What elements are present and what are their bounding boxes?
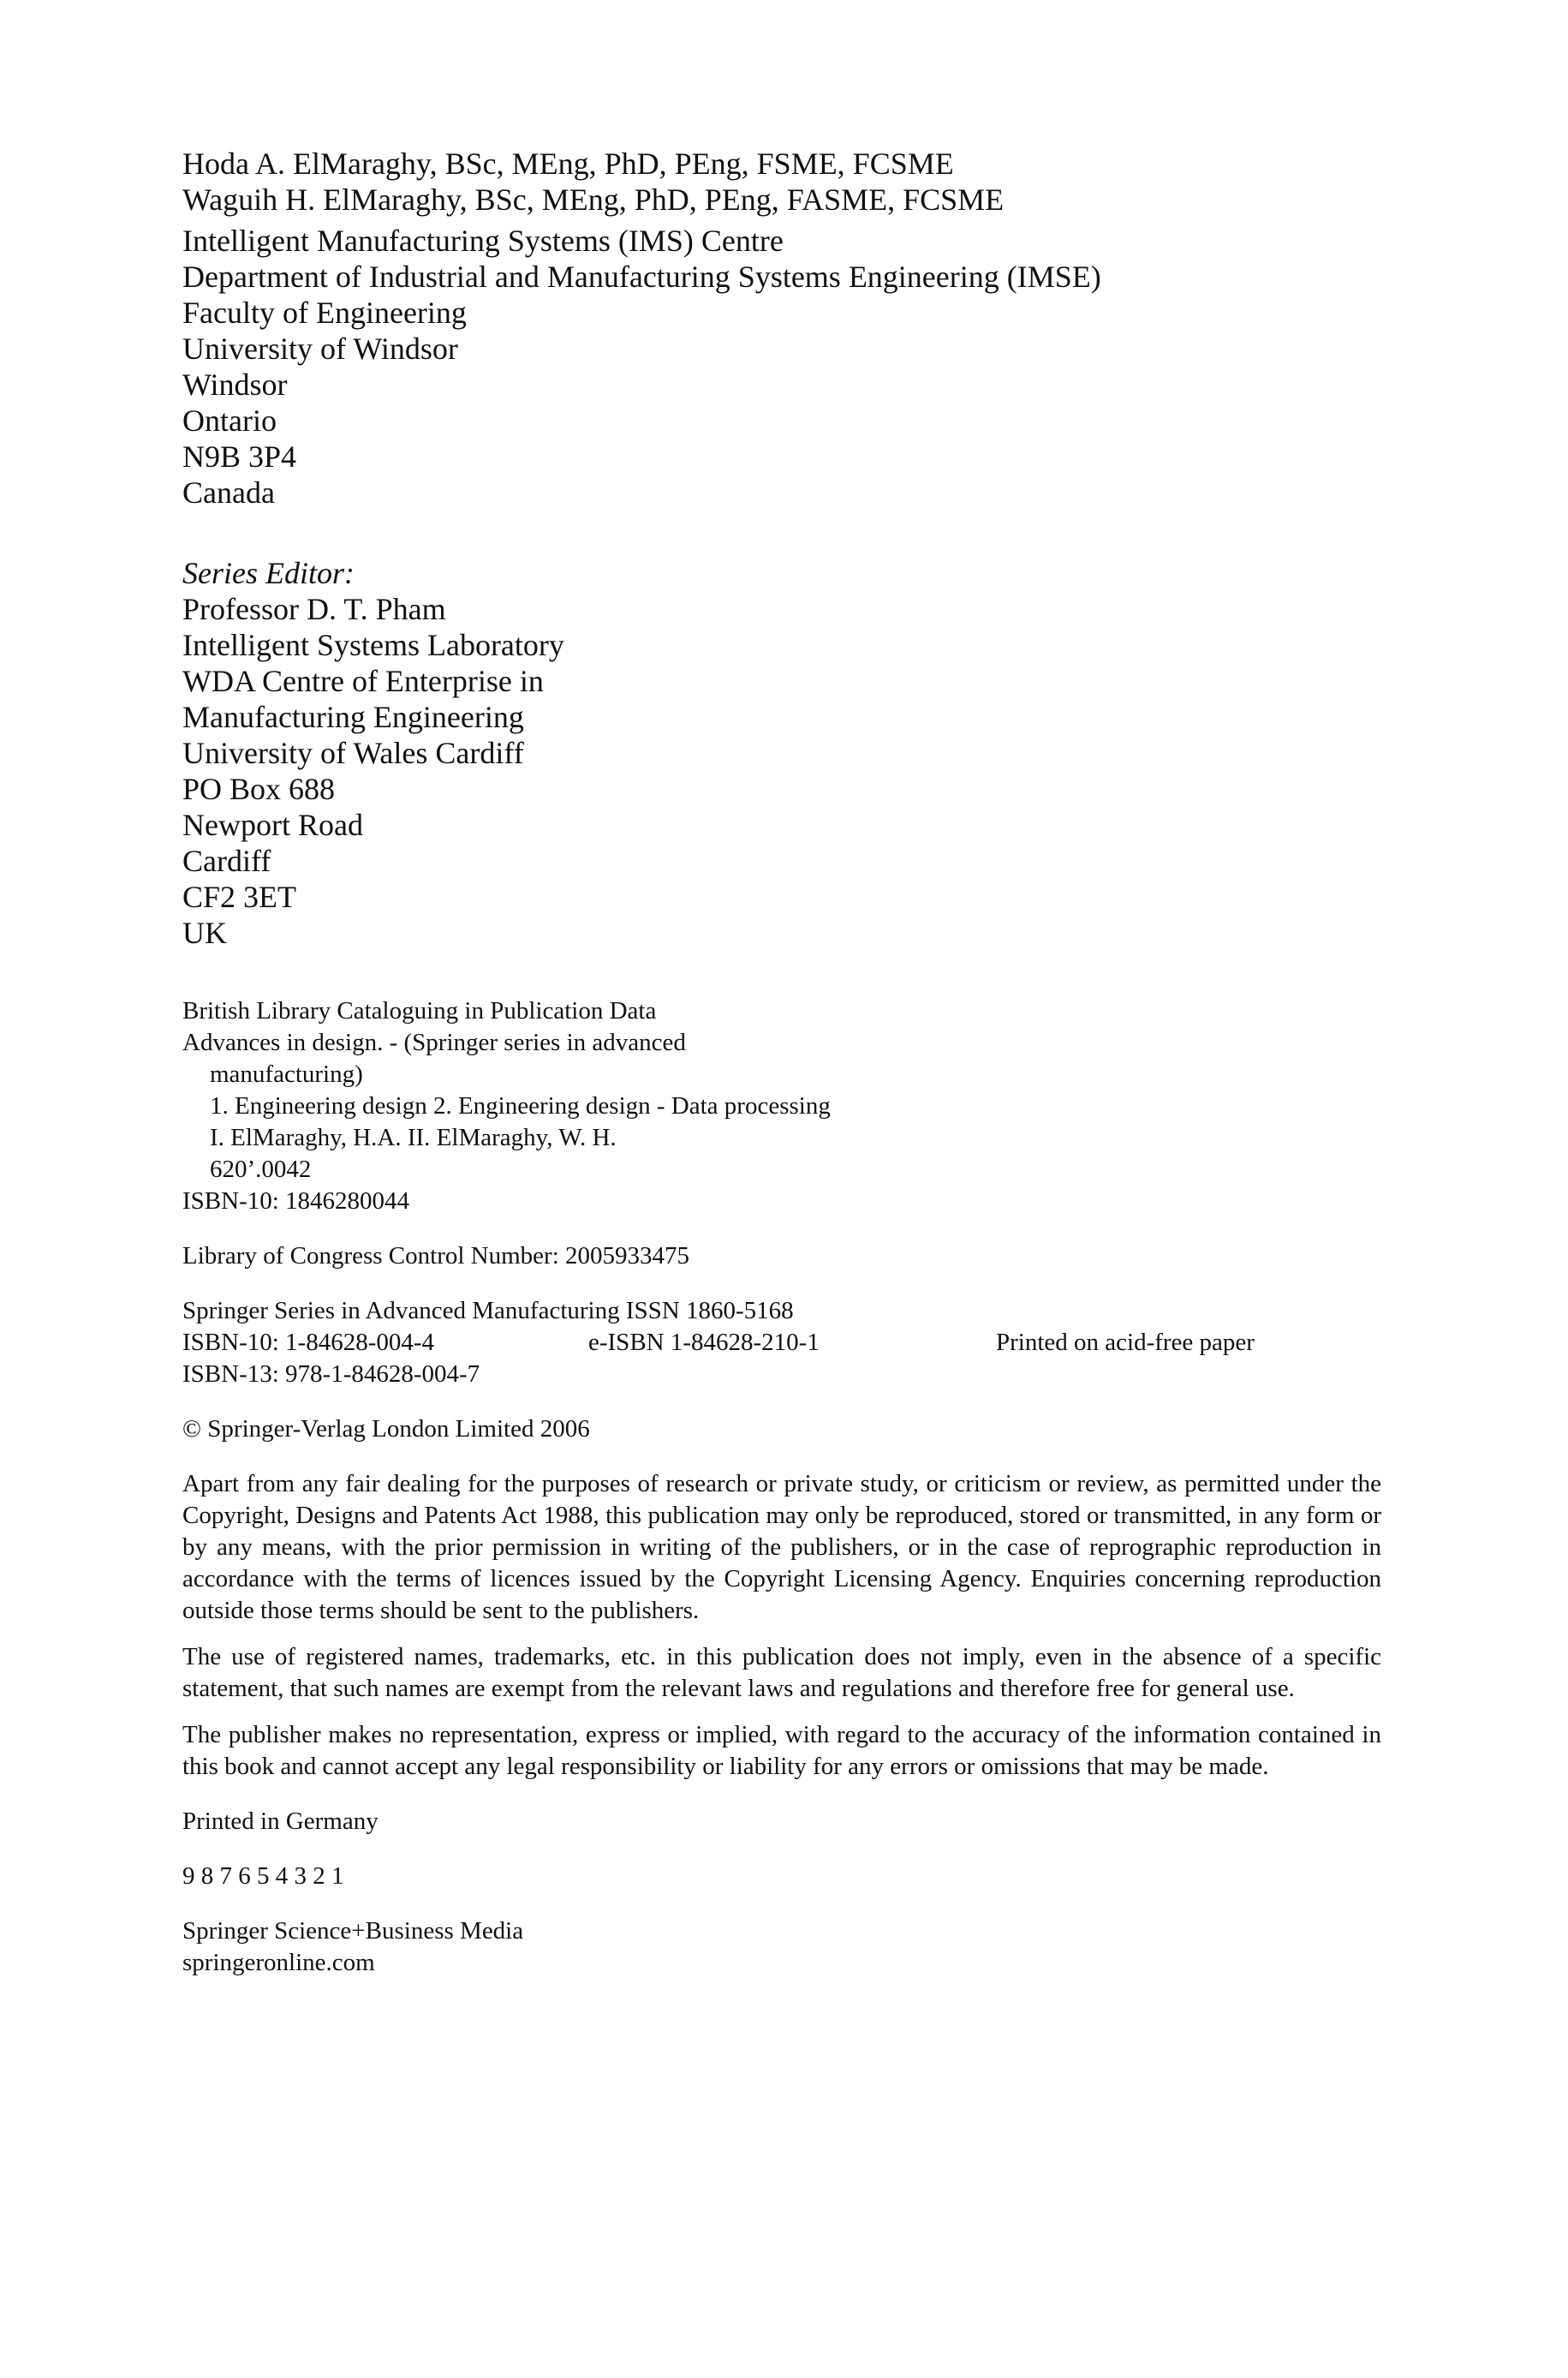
loc-control-number: Library of Congress Control Number: 2005933475 [182,1242,690,1270]
author-line: Waguih H. ElMaraghy, BSc, MEng, PhD, PEng, FASME, FCSME [182,182,1005,217]
series-editor-line: WDA Centre of Enterprise in [182,664,544,698]
disclaimer-paragraph: The publisher makes no representation, express or implied, with regard to the accuracy of the information contained in this book and cannot accept any legal responsibility or liability for any errors or omissions that may be made. [182,1721,1381,1780]
copyright-page [182,146,1381,1979]
cip-block [182,995,1381,1217]
isbn-10: ISBN-10: 1-84628-004-4 [182,1329,435,1356]
affiliation-line: University of Windsor [182,332,458,366]
series-editor-line: Intelligent Systems Laboratory [182,628,564,662]
affiliation-line: Canada [182,475,275,510]
series-editor-line: Cardiff [182,844,271,878]
isbn-block [182,1295,1381,1390]
series-editor-line: UK [182,916,227,950]
series-editor-line: CF2 3ET [182,880,297,914]
cip-title: British Library Cataloguing in Publication Data [182,997,657,1025]
series-editor-block [182,555,1381,951]
series-editor-line: University of Wales Cardiff [182,736,524,770]
e-isbn: e-ISBN 1-84628-210-1 [588,1329,820,1356]
acid-free-note: Printed on acid-free paper [996,1329,1255,1356]
affiliation-line: N9B 3P4 [182,439,297,474]
affiliation-line: Faculty of Engineering [182,296,467,330]
affiliation-line: Intelligent Manufacturing Systems (IMS) Centre [182,224,784,258]
cip-line: manufacturing) [210,1061,363,1088]
print-line: 9 8 7 6 5 4 3 2 1 [182,1862,344,1890]
affiliation-block [182,223,1381,511]
copyright-notice: © Springer-Verlag London Limited 2006 [182,1415,590,1443]
affiliation-line: Ontario [182,403,277,438]
publisher-name: Springer Science+Business Media [182,1917,524,1945]
authors-block [182,146,1381,218]
cip-line: 1. Engineering design 2. Engineering design - Data processing [210,1092,831,1120]
affiliation-line: Windsor [182,367,288,402]
trademark-paragraph: The use of registered names, trademarks, etc. in this publication does not imply, even in the absence of a specific statement, that such names are exempt from the relevant laws and regulations and therefore free for general use. [182,1643,1381,1702]
series-issn: Springer Series in Advanced Manufacturing ISSN 1860-5168 [182,1297,794,1324]
series-editor-line: Newport Road [182,808,363,842]
cip-line: I. ElMaraghy, H.A. II. ElMaraghy, W. H. [210,1124,617,1151]
publisher-block [182,1915,1381,1979]
series-editor-heading: Series Editor: [182,556,355,590]
affiliation-line: Department of Industrial and Manufacturing Systems Engineering (IMSE) [182,260,1101,294]
isbn-13: ISBN-13: 978-1-84628-004-7 [182,1360,480,1388]
series-editor-line: Professor D. T. Pham [182,592,446,626]
cip-line: Advances in design. - (Springer series in advanced [182,1029,686,1056]
cip-isbn: ISBN-10: 1846280044 [182,1187,410,1215]
rights-paragraph: Apart from any fair dealing for the purposes of research or private study, or criticism or review, as permitted under the Copyright, Designs and Patents Act 1988, this publication may only be reproduced, stored or transmitted, in any form or by any means, with the prior permission in writing of the publishers, or in the case of reprographic reproduction in accordance with the terms of licences issued by the Copyright Licensing Agency. Enquiries concerning reproduction outside those terms should be sent to the publishers. [182,1470,1381,1624]
series-editor-line: Manufacturing Engineering [182,700,524,734]
cip-line: 620’.0042 [210,1156,312,1183]
author-line: Hoda A. ElMaraghy, BSc, MEng, PhD, PEng, FSME, FCSME [182,146,954,181]
publisher-website: springeronline.com [182,1949,375,1976]
printed-in: Printed in Germany [182,1807,379,1835]
series-editor-line: PO Box 688 [182,772,336,806]
